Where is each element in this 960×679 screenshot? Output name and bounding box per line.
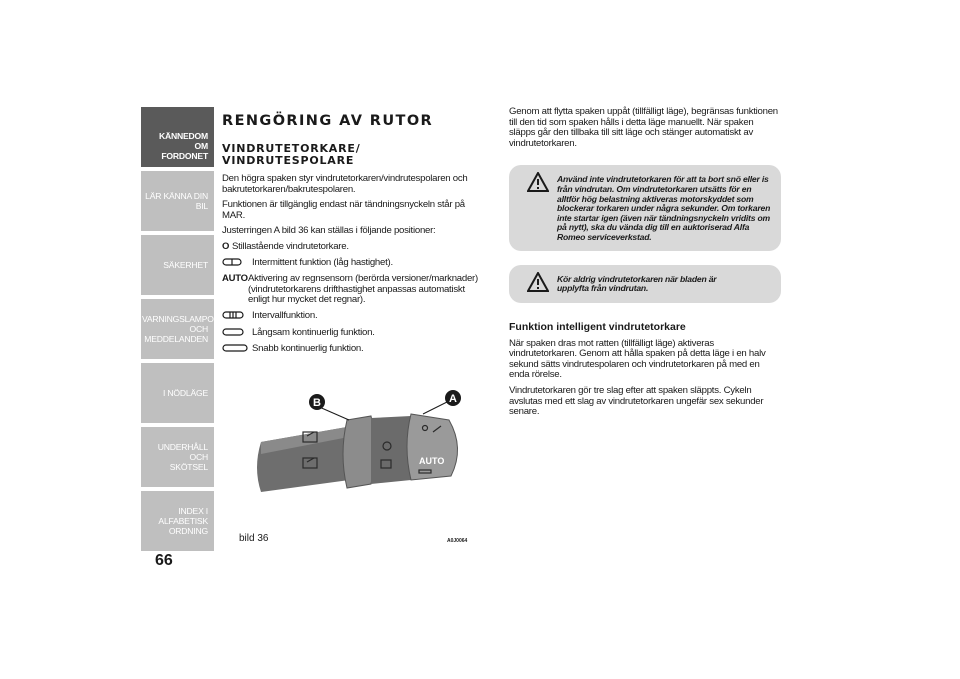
warning-box [509,265,781,303]
paragraph: Den högra spaken styr vindrutetorkaren/vindrutespolaren och bakrutetorkaren/bakrutespolaren. [222,173,468,195]
position-item: O Stillastående vindrutetorkare. [222,240,349,252]
tab-varningslampor[interactable]: VARNINGSLAMPOR OCH MEDDELANDEN [141,299,214,359]
intermittent-icon [222,258,252,270]
paragraph: När spaken dras mot ratten (tillfälligt läge) aktiveras vindrutetorkaren. Genom att hålla spaken på detta läge i en halv sekund sätts vindrutespolaren och vindrutetorkaren på med en enda rörelse. [509,337,766,381]
subsection-title: VINDRUTETORKARE/ VINDRUTESPOLARE [222,142,361,167]
wiper-stalk-illustration [239,380,471,528]
position-item: Långsam kontinuerlig funktion. [222,328,484,340]
position-item: Intervallfunktion. [222,311,484,323]
chapter-tabs [141,107,220,555]
callout-b: B [313,397,321,409]
left-column [222,113,484,361]
warning-triangle-icon [527,172,549,197]
knob-auto-label: AUTO [419,456,445,466]
figure-caption: bild 36 [239,533,269,544]
page-number: 66 [155,552,173,569]
tab-index[interactable]: INDEX I ALFABETISK ORDNING [141,491,214,551]
paragraph: Funktionen är tillgänglig endast när tändningsnyckeln står på MAR. [222,199,465,221]
slow-wiper-icon [222,328,252,340]
position-item: Intermittent funktion (låg hastighet). [222,258,484,270]
tab-underhall-och-skotsel[interactable]: UNDERHÅLL OCH SKÖTSEL [141,427,214,487]
tab-i-nodlage[interactable]: I NÖDLÄGE [141,363,214,423]
position-off-symbol: O [222,240,230,252]
warning-text: Kör aldrig vindrutetorkaren när bladen är upplyfta från vindrutan. [557,273,717,294]
right-column [509,107,781,423]
fast-wiper-icon [222,344,252,356]
callout-a: A [449,393,457,405]
figure-code: A0J0064 [447,538,468,544]
position-item: Snabb kontinuerlig funktion. [222,344,484,356]
warning-text: Använd inte vindrutetorkaren för att ta bort snö eller is från vindrutan. Om vindrutetorkaren utsätts för en alltför hög belastning aktiveras motorskyddet som blockerar torkaren under några sekunder. Om torkaren inte startar igen (även när tändningsnyckeln vridits om på nytt), ska du vända dig till en auktoriserad Alfa Romeo serviceverkstad. [557,174,771,242]
paragraph: Justerringen A bild 36 kan ställas i följande positioner: [222,225,436,237]
tab-kannedom-om-fordonet[interactable]: KÄNNEDOM OM FORDONET [141,107,214,167]
warning-box [509,165,781,250]
paragraph: Genom att flytta spaken uppåt (tillfälligt läge), begränsas funktionen till den tid som spaken hålls i detta läge manuellt. När spaken släpps går den tillbaka till sitt läge och stänger automatiskt av vindrutetorkaren. [509,106,778,149]
warning-triangle-icon [527,272,549,297]
tab-lar-kanna-din-bil[interactable]: LÄR KÄNNA DIN BIL [141,171,214,231]
section-heading: Funktion intelligent vindrutetorkare [509,320,686,333]
tab-sakerhet[interactable]: SÄKERHET [141,235,214,295]
paragraph: Vindrutetorkaren gör tre slag efter att spaken släppts. Cykeln avslutas med ett slag av vindrutetorkaren ungefär sex sekunder senare. [509,384,764,418]
position-item: AUTO Aktivering av regnsensorn (berörda versioner/marknader) (vindrutetorkarens drifthastighet anpassas automatiskt enligt hur mycket det regnar). [222,273,478,306]
section-title: RENGÖRING AV RUTOR [222,113,434,129]
auto-symbol: AUTO [222,273,248,285]
interval-icon [222,311,252,323]
